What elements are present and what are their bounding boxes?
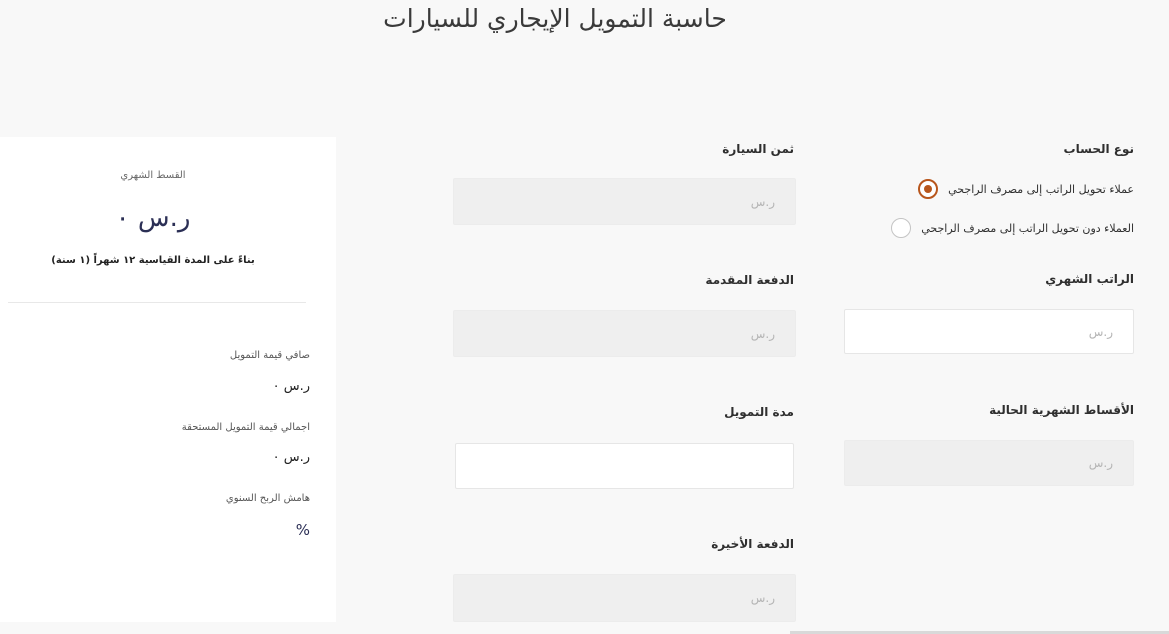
- annual-margin-label: هامش الربح السنوي: [225, 493, 310, 504]
- car-price-input[interactable]: [453, 178, 796, 225]
- down-payment-label: الدفعة المقدمة: [705, 273, 794, 287]
- final-payment-label: الدفعة الأخيرة: [711, 537, 794, 551]
- radio-option-salary-transfer[interactable]: [918, 179, 1134, 199]
- page-title: حاسبة التمويل الإيجاري للسيارات: [383, 4, 727, 33]
- financing-period-input[interactable]: [455, 443, 794, 489]
- monthly-installment-label: القسط الشهري: [120, 170, 186, 181]
- down-payment-input[interactable]: [453, 310, 796, 357]
- account-type-label: نوع الحساب: [1063, 142, 1134, 156]
- net-financing-label: صافي قيمة التمويل: [229, 350, 310, 361]
- summary-card: [0, 137, 336, 622]
- period-note: بناءً على المدة القياسية ١٢ شهراً (١ سنة): [51, 255, 255, 266]
- monthly-installment-value: ر.س ٠: [115, 203, 191, 233]
- radio-label-no-salary-transfer: العملاء دون تحويل الراتب إلى مصرف الراجحي: [921, 221, 1134, 235]
- radio-option-no-salary-transfer[interactable]: [891, 218, 1134, 238]
- radio-checked-icon[interactable]: [918, 179, 938, 199]
- monthly-salary-input[interactable]: [844, 309, 1134, 354]
- financing-period-label: مدة التمويل: [724, 405, 794, 419]
- total-financing-label: اجمالي قيمة التمويل المستحقة: [181, 422, 310, 433]
- radio-label-salary-transfer: عملاء تحويل الراتب إلى مصرف الراجحي: [948, 182, 1134, 196]
- total-financing-value: ر.س ٠: [272, 450, 310, 465]
- final-payment-input[interactable]: [453, 574, 796, 622]
- monthly-salary-label: الراتب الشهري: [1045, 272, 1134, 286]
- current-installments-input[interactable]: [844, 440, 1134, 486]
- net-financing-value: ر.س ٠: [272, 379, 310, 394]
- car-price-label: ثمن السيارة: [722, 142, 794, 156]
- radio-unchecked-icon[interactable]: [891, 218, 911, 238]
- card-divider: [8, 302, 306, 303]
- current-installments-label: الأقساط الشهرية الحالية: [989, 403, 1134, 417]
- annual-margin-value: %: [295, 521, 310, 539]
